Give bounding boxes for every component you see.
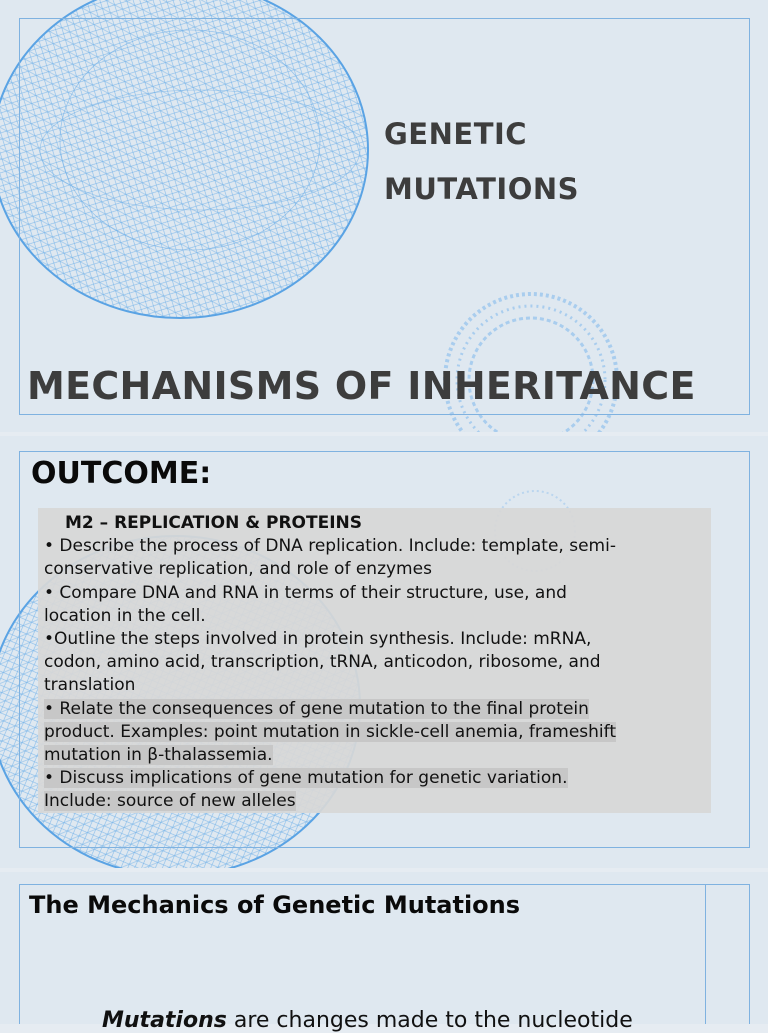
outcome-line: • Compare DNA and RNA in terms of their structure, use, and	[44, 582, 567, 603]
module-heading: M2 – REPLICATION & PROTEINS	[65, 513, 362, 533]
mutations-term: Mutations	[102, 1008, 227, 1033]
outcome-line-highlighted: • Discuss implications of gene mutation for genetic variation.	[44, 768, 568, 789]
side-divider	[705, 884, 706, 1024]
outcome-line: translation	[44, 675, 136, 696]
outcome-line-highlighted: mutation in β-thalassemia.	[44, 745, 273, 766]
outcome-line: conservative replication, and role of enzymes	[44, 559, 432, 580]
outcome-heading: OUTCOME:	[31, 456, 212, 491]
outcome-line-highlighted: • Relate the consequences of gene mutation to the final protein	[44, 698, 589, 719]
slide-frame	[19, 18, 750, 415]
outcome-box	[38, 508, 711, 813]
outcome-line: codon, amino acid, transcription, tRNA, anticodon, ribosome, and	[44, 652, 601, 673]
title-slide	[0, 0, 768, 432]
subtitle-genetic: GENETIC	[384, 117, 528, 151]
mutations-text: are changes made to the nucleotide	[226, 1008, 633, 1033]
mechanics-heading: The Mechanics of Genetic Mutations	[29, 891, 521, 919]
outcome-line: • Describe the process of DNA replication. Include: template, semi-	[44, 536, 616, 557]
slide-title: MECHANISMS OF INHERITANCE	[27, 364, 696, 408]
outcome-line-highlighted: product. Examples: point mutation in sickle-cell anemia, frameshift	[44, 721, 616, 742]
subtitle-mutations: MUTATIONS	[384, 172, 580, 206]
outcome-line-highlighted: Include: source of new alleles	[44, 791, 296, 812]
mutations-paragraph	[102, 1008, 633, 1033]
outcome-line: •Outline the steps involved in protein synthesis. Include: mRNA,	[44, 629, 592, 650]
outcome-line: location in the cell.	[44, 605, 206, 626]
